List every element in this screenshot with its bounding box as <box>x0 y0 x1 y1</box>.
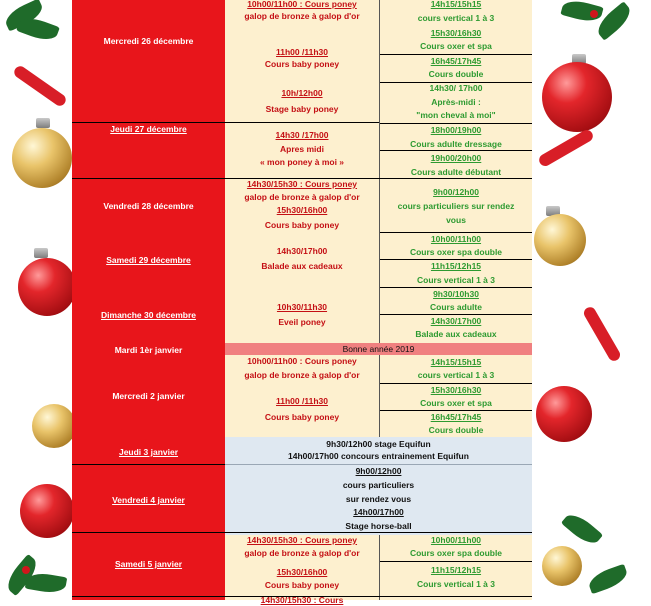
slot-desc: Cours oxer spa double <box>409 247 503 257</box>
ribbon-icon <box>537 128 595 168</box>
slot-desc: "mon cheval à moi" <box>416 110 496 120</box>
slot-desc: Cours baby poney <box>264 220 340 230</box>
slot-time: 14h30/15h30 : Cours <box>260 595 344 605</box>
slot-time: 14h15/15h15 <box>430 0 482 9</box>
slot-desc: Après-midi : <box>431 97 481 107</box>
slot-desc: galop de bronze à galop d'or <box>244 11 360 21</box>
slot-time: 14h30/17h00 <box>276 246 328 256</box>
slot-time: 14h30/15h30 : Cours poney <box>246 179 358 189</box>
slot-desc: Cours double <box>428 425 484 435</box>
day-label-fri28: Vendredi 28 décembre <box>103 201 194 211</box>
gold-ornament-icon <box>534 214 586 266</box>
slot-desc: cours vertical 1 à 3 <box>417 13 495 23</box>
christmas-decor-left <box>0 0 72 600</box>
slot-desc: Cours vertical 1 à 3 <box>417 579 495 589</box>
day-label-wed2: Mercredi 2 janvier <box>112 391 185 401</box>
day-label-fri4: Vendredi 4 janvier <box>112 495 185 505</box>
holly-berry-icon <box>22 566 30 574</box>
row-divider <box>72 464 225 465</box>
slot-desc: Balade aux cadeaux <box>261 261 343 271</box>
slot-time: 9h30/10h30 <box>433 289 479 299</box>
slot-desc: galop de bronze à galop d'or <box>244 370 360 380</box>
slot-desc: Cours oxer et spa <box>420 398 492 408</box>
slot-desc: Cours adulte <box>430 302 482 312</box>
gold-ornament-icon <box>542 546 582 586</box>
slot-time: 9h00/12h00 <box>433 187 479 197</box>
slot-time: 14h30/17h00 <box>430 316 482 326</box>
slot-desc: Stage baby poney <box>265 104 339 114</box>
row-divider <box>380 561 532 562</box>
slot-time: 16h45/17h45 <box>430 56 482 66</box>
slot-time: 14h15/15h15 <box>430 357 482 367</box>
day-column <box>72 0 225 600</box>
holiday-schedule-table <box>72 0 532 605</box>
slot-desc: vous <box>446 215 466 225</box>
merged-line: Stage horse-ball <box>345 521 412 531</box>
slot-time: 14h30 /17h00 <box>275 130 329 140</box>
day-label-thu3: Jeudi 3 janvier <box>118 447 179 457</box>
merged-line: 14h00/17h00 concours entrainement Equifun <box>288 451 469 461</box>
slot-desc: Cours oxer spa double <box>409 548 503 558</box>
gold-ornament-icon <box>32 404 72 448</box>
slot-desc: Cours baby poney <box>264 580 340 590</box>
holly-leaf-icon <box>561 509 603 549</box>
slot-time: 15h30/16h30 <box>430 28 482 38</box>
ribbon-icon <box>12 64 68 108</box>
slot-desc: Cours double <box>428 69 484 79</box>
slot-time: 15h30/16h30 <box>430 385 482 395</box>
day-label-thu27: Jeudi 27 décembre <box>110 124 187 134</box>
slot-time: 15h30/16h00 <box>276 205 328 215</box>
slot-desc: « mon poney à moi » <box>259 157 345 167</box>
row-divider <box>380 287 532 288</box>
slot-desc: galop de bronze à galop d'or <box>244 192 360 202</box>
row-divider <box>72 532 532 533</box>
slot-time: 10h00/11h00 : Cours poney <box>247 356 357 366</box>
slot-time: 10h/12h00 <box>281 88 323 98</box>
ribbon-icon <box>582 305 622 363</box>
ornament-cap-icon <box>34 248 48 258</box>
merged-line: 9h30/12h00 stage Equifun <box>326 439 431 449</box>
slot-time: 10h00/11h00 : Cours poney <box>247 0 357 9</box>
gold-ornament-icon <box>12 128 72 188</box>
slot-time: 10h00/11h00 <box>430 535 482 545</box>
slot-desc: Cours vertical 1 à 3 <box>417 275 495 285</box>
row-divider <box>380 150 532 151</box>
slot-time: 11h00 /11h30 <box>276 47 328 57</box>
holly-leaf-icon <box>586 564 630 595</box>
row-divider <box>380 383 532 384</box>
merged-line: sur rendez vous <box>345 494 412 504</box>
red-ornament-icon <box>536 386 592 442</box>
row-divider <box>380 259 532 260</box>
row-divider <box>380 123 532 124</box>
day-label-sat29: Samedi 29 décembre <box>106 255 191 265</box>
merged-line: cours particuliers <box>342 480 415 490</box>
slot-desc: Cours baby poney <box>264 59 340 69</box>
slot-desc: galop de bronze à galop d'or <box>244 548 360 558</box>
slot-desc: cours vertical 1 à 3 <box>417 370 495 380</box>
slot-time: 15h30/16h00 <box>276 567 328 577</box>
slot-desc: Cours baby poney <box>264 412 340 422</box>
day-label-tue1: Mardi 1èr janvier <box>114 345 183 355</box>
slot-desc: Balade aux cadeaux <box>415 329 497 339</box>
day-label-wed26: Mercredi 26 décembre <box>103 36 194 46</box>
slot-time: 14h30/ 17h00 <box>429 83 483 93</box>
slot-time: 10h00/11h00 <box>430 234 482 244</box>
slot-time: 16h45/17h45 <box>430 412 482 422</box>
slot-time: 11h00 /11h30 <box>276 396 328 406</box>
red-ornament-icon <box>542 62 612 132</box>
day-label-sun30: Dimanche 30 décembre <box>101 310 196 320</box>
slot-time: 19h00/20h00 <box>430 153 482 163</box>
row-divider <box>380 410 532 411</box>
row-divider <box>225 464 532 465</box>
slot-time: 11h15/12h15 <box>430 261 482 271</box>
red-ornament-icon <box>18 258 72 316</box>
new-year-text: Bonne année 2019 <box>342 344 415 354</box>
slot-time: 11h15/12h15 <box>430 565 482 575</box>
red-ornament-icon <box>20 484 72 538</box>
merged-line: 14h00/17h00 <box>353 507 404 517</box>
row-divider <box>380 54 532 55</box>
row-divider <box>380 232 532 233</box>
holly-berry-icon <box>590 10 598 18</box>
slot-time: 18h00/19h00 <box>430 125 482 135</box>
slot-desc: Cours adulte débutant <box>410 167 502 177</box>
row-divider <box>72 122 379 123</box>
slot-time: 10h30/11h30 <box>276 302 328 312</box>
slot-desc: cours particuliers sur rendez <box>397 201 515 211</box>
slot-desc: Cours adulte dressage <box>410 139 502 149</box>
slot-time: 14h30/15h30 : Cours poney <box>246 535 358 545</box>
christmas-decor-right <box>532 0 651 600</box>
day-label-sat5: Samedi 5 janvier <box>114 559 183 569</box>
slot-desc: Eveil poney <box>278 317 326 327</box>
slot-desc: Apres midi <box>280 144 324 154</box>
merged-line: 9h00/12h00 <box>355 466 402 476</box>
ornament-cap-icon <box>36 118 50 128</box>
row-divider <box>380 314 532 315</box>
slot-desc: Cours oxer et spa <box>420 41 492 51</box>
